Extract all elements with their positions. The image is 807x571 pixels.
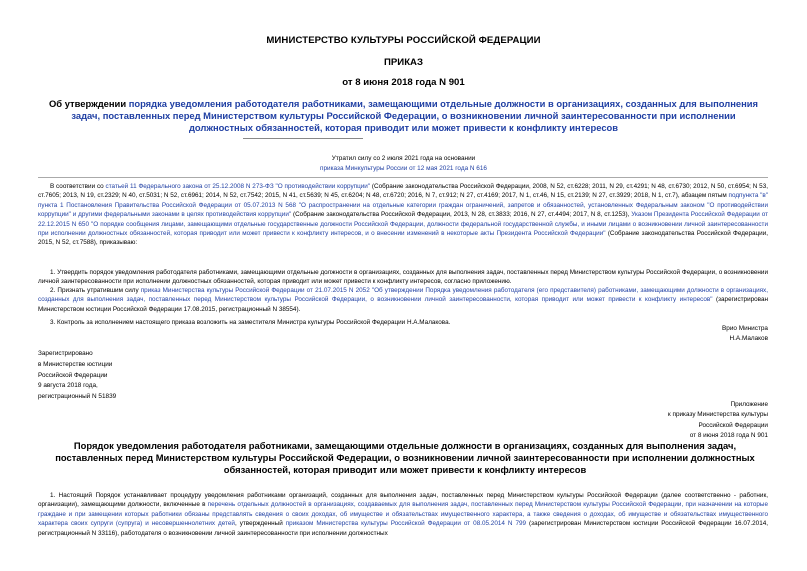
registration-line: регистрационный N 51839 xyxy=(38,393,117,401)
resolution-568-link[interactable]: подпункта "в" пункта 1 Постановления Правительства Российской Федерации от 05.07.2013 N 568 "О распространении на отдельные категории граждан ограничений, запретов и обязанностей, установленных Федеральным законом "О противодействии коррупции" и другими федеральными законами в целях противодействия коррупции" xyxy=(38,192,769,219)
basis-paragraph xyxy=(38,182,768,248)
order-2052-link[interactable]: приказ Министерства культуры Российской Федерации от 21.07.2015 N 2052 "Об утверждении Порядка уведомления работодателя (его представителя) работниками, замещающими должности в организациях, созданных для выполнения задач, поставленных перед Министерством культуры Российской Федерации, о возникновении личной заинтересованности, которая приводит или может привести к конфликту интересов" xyxy=(38,287,768,304)
ministry-heading: МИНИСТЕРСТВО КУЛЬТУРЫ РОССИЙСКОЙ ФЕДЕРАЦИИ xyxy=(266,35,541,46)
signatory-position: Врио Министра xyxy=(722,325,768,332)
order-title xyxy=(46,98,761,134)
item-1-paragraph: 1. Утвердить порядок уведомления работодателя работниками, замещающими отдельные должности в организациях, созданных для выполнения задач, поставленных перед Министерством культуры Российской Федерации, о возникновении личной заинтересованности при исполнении должностных обязанностей, которая приводит или может привести к конфликту интересов, согласно приложению. xyxy=(38,269,768,286)
order-title-link[interactable]: порядка уведомления работодателя работниками, замещающими отдельные должности в организациях, созданных для выполнения задач, поставленных перед Министерством культуры Российской Федерации, о возникновении личной заинтересованности при исполнении должностных обязанностей, которая приводит или может привести к конфликту интересов xyxy=(71,98,758,133)
lost-force-note: Утратил силу со 2 июля 2021 года на основании xyxy=(331,155,476,162)
registration-block xyxy=(38,349,116,403)
procedure-text-3: (зарегистрирован Министерством юстиции Российской Федерации 16.07.2014, регистрационный N 33116), работодателя о возникновении личной заинтересованности при исполнении должностных xyxy=(38,520,769,537)
appendix-line: к приказу Министерства культуры xyxy=(667,411,768,419)
procedure-text-2: , утвержденный xyxy=(234,520,286,528)
item-2-text-1: 2. Признать утратившим силу xyxy=(50,287,141,294)
order-title-lead: Об утверждении xyxy=(49,98,129,109)
basis-text-4: (Собрание законодательства Российской Федерации, 2015, N 52, ст.7588), приказываю: xyxy=(38,230,769,247)
item-2-paragraph xyxy=(38,286,768,314)
item-3-paragraph: 3. Контроль за исполнением настоящего приказа возложить на заместителя Министра культуры Российской Федерации Н.А.Малакова. xyxy=(50,319,451,326)
registration-line: Российской Федерации xyxy=(38,371,108,379)
appendix-line: Российской Федерации xyxy=(698,421,768,429)
document-type-heading: ПРИКАЗ xyxy=(384,57,423,68)
order-799-link[interactable]: приказом Министерства культуры Российской Федерации от 08.05.2014 N 799 xyxy=(285,520,527,528)
lost-force-link[interactable]: приказа Минкультуры России от 12 мая 2021 года N 616 xyxy=(320,165,487,172)
basis-text-1: В соответствии со xyxy=(50,183,106,190)
document-date-number: от 8 июня 2018 года N 901 xyxy=(342,77,465,88)
item-2-text-2: (зарегистрирован Министерством юстиции Российской Федерации 17.08.2015, регистрационный N 38554). xyxy=(38,296,768,313)
registration-line: в Министерстве юстиции xyxy=(38,360,113,368)
basis-text-3: (Собрание законодательства Российской Федерации, 2013, N 28, ст.3833; 2016, N 27, ст.4494; 2017, N 8, ст.1253), xyxy=(291,211,632,219)
appendix-block xyxy=(668,400,768,442)
basis-text-2: (Собрание законодательства Российской Федерации, 2008, N 52, ст.6228; 2011, N 29, ст.4291; N 48, ст.6730; 2012, N 50, ст.6954; N 53, ст.7605; 2013, N 19, ст.2329; N 40, ст.5031; N 52, ст.6961; 2014, N 52, ст.7542; 2015, N 41, ст.5639; N 45, ст.6204; N 48, ст.6720; 2016, N 7, ст.912; N 27, ст.4169; 2017, N 1, ст.46, N 15, ст.2139; N 27, ст.3929; 2018, N 1, ст.7), абзацем пятым xyxy=(38,183,768,200)
registration-line: 9 августа 2018 года, xyxy=(38,382,98,390)
appendix-line: от 8 июня 2018 года N 901 xyxy=(689,432,768,440)
registration-line: Зарегистрировано xyxy=(38,350,93,357)
positions-list-link[interactable]: перечень отдельных должностей в организациях, создаваемых для выполнения задач, поставленных перед Министерством культуры Российской Федерации, при назначении на которые граждане и при замещении которых работники обязаны представлять сведения о своих доходах, об имуществе и обязательствах имущественного характера, а также сведения о доходах, об имуществе и обязательствах имущественного характера своих супруги (супруга) и несовершеннолетних детей xyxy=(38,501,768,528)
note-divider xyxy=(38,177,768,178)
procedure-item-1-paragraph xyxy=(38,491,768,538)
procedure-title: Порядок уведомления работодателя работниками, замещающими отдельные должности в организациях, созданных для выполнения задач, поставленных перед Министерством культуры Российской Федерации, о возникновении личной заинтересованности при исполнении должностных обязанностей, которая приводит или может привести к конфликту интересов xyxy=(55,440,755,475)
signatory-name: Н.А.Малаков xyxy=(729,335,768,342)
law-273-link[interactable]: статьей 11 Федерального закона от 25.12.2008 N 273-ФЗ "О противодействии коррупции" xyxy=(105,183,371,190)
decree-650-link[interactable]: Указом Президента Российской Федерации от 22.12.2015 N 650 "О порядке сообщения лицами, замещающими отдельные государственные должности Российской Федерации, должности федеральной государственной службы, и иными лицами о возникновении личной заинтересованности при исполнении должностных обязанностей, которая приводит или может привести к конфликту интересов, и о внесении изменений в некоторые акты Президента Российской Федерации" xyxy=(38,211,768,238)
separator-rule xyxy=(243,138,363,139)
procedure-text-1: 1. Настоящий Порядок устанавливает процедуру уведомления работниками организаций, созданных для выполнения задач, поставленных перед Министерством культуры Российской Федерации (далее соответственно - работник, организации), замещающими должности, включенные в xyxy=(38,492,768,509)
appendix-line: Приложение xyxy=(730,401,768,408)
